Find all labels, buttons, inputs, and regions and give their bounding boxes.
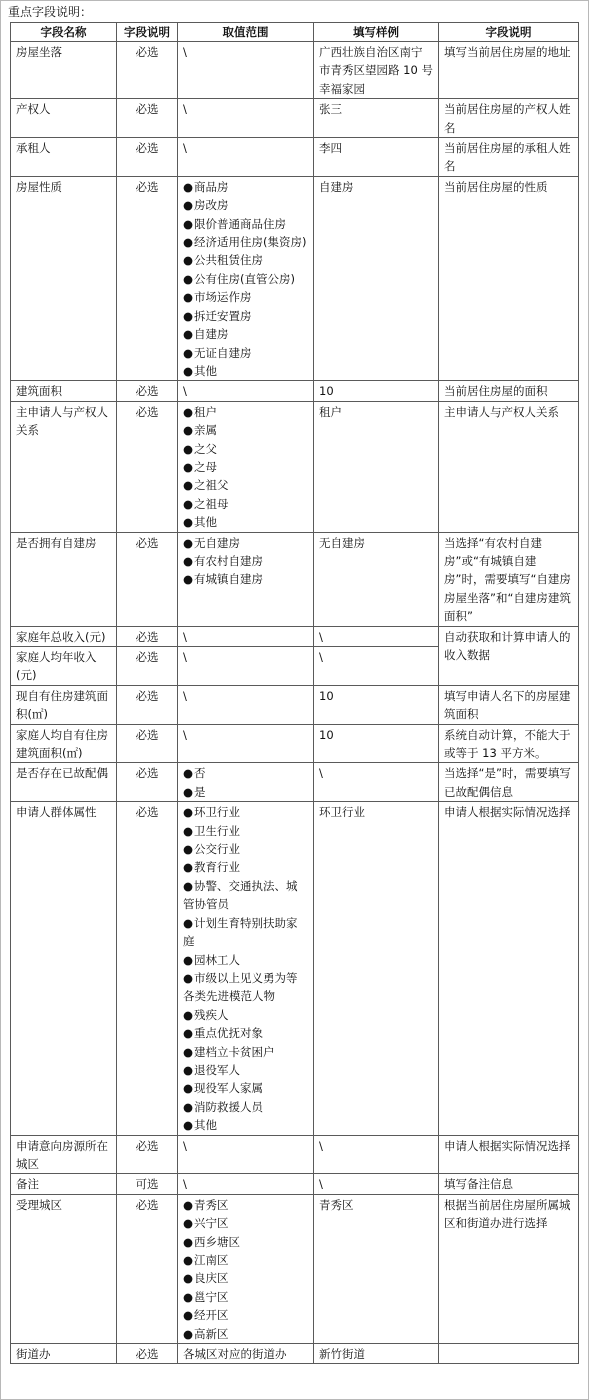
value-range: \ (178, 685, 314, 724)
range-option: ● 园林工人 (183, 951, 308, 969)
field-name: 是否拥有自建房 (11, 532, 117, 626)
value-range (178, 802, 314, 1135)
range-option: ● 其他 (183, 513, 308, 531)
field-description: 填写申请人名下的房屋建筑面积 (439, 685, 579, 724)
range-option: ● 否 (183, 764, 308, 782)
field-requirement: 必选 (117, 763, 178, 802)
range-option: ● 其他 (183, 1116, 308, 1134)
example-value: 张三 (314, 99, 439, 138)
field-requirement: 必选 (117, 626, 178, 646)
range-option: ● 之母 (183, 458, 308, 476)
range-option: ● 残疾人 (183, 1006, 308, 1024)
table-row (11, 138, 579, 177)
field-requirement: 必选 (117, 401, 178, 532)
field-name: 现自有住房建筑面积(㎡) (11, 685, 117, 724)
range-option: ● 卫生行业 (183, 822, 308, 840)
range-option: ● 重点优抚对象 (183, 1024, 308, 1042)
example-value: \ (314, 1135, 439, 1174)
field-name: 房屋坐落 (11, 42, 117, 99)
range-option: ● 公有住房(直管公房) (183, 270, 308, 288)
range-option: ● 邕宁区 (183, 1288, 308, 1306)
range-option: ● 计划生育特别扶助家庭 (183, 914, 308, 951)
field-requirement: 必选 (117, 724, 178, 763)
field-description: 申请人根据实际情况选择 (439, 802, 579, 1135)
value-range: \ (178, 138, 314, 177)
table-row (11, 176, 579, 380)
range-option: ● 退役军人 (183, 1061, 308, 1079)
field-name: 承租人 (11, 138, 117, 177)
range-option: ● 现役军人家属 (183, 1079, 308, 1097)
value-range: \ (178, 1135, 314, 1174)
field-description: 当前居住房屋的产权人姓名 (439, 99, 579, 138)
range-option: ● 环卫行业 (183, 803, 308, 821)
table-header-row (11, 23, 579, 42)
value-range (178, 401, 314, 532)
range-option: ● 亲属 (183, 421, 308, 439)
range-option: ● 市级以上见义勇为等各类先进模范人物 (183, 969, 308, 1006)
field-description (439, 1344, 579, 1364)
field-name: 主申请人与产权人关系 (11, 401, 117, 532)
table-row (11, 42, 579, 99)
value-range (178, 1194, 314, 1343)
example-value: \ (314, 626, 439, 646)
range-option: ● 租户 (183, 403, 308, 421)
field-name: 备注 (11, 1174, 117, 1194)
field-description: 主申请人与产权人关系 (439, 401, 579, 532)
field-requirement: 必选 (117, 99, 178, 138)
value-range: 各城区对应的街道办 (178, 1344, 314, 1364)
table-row (11, 626, 579, 646)
range-option: ● 其他 (183, 362, 308, 380)
value-range: \ (178, 42, 314, 99)
field-name: 家庭年总收入(元) (11, 626, 117, 646)
table-row (11, 381, 579, 401)
range-option: ● 无自建房 (183, 534, 308, 552)
value-range (178, 763, 314, 802)
table-row (11, 1135, 579, 1174)
range-option: ● 经开区 (183, 1306, 308, 1324)
field-name: 受理城区 (11, 1194, 117, 1343)
range-option: ● 拆迁安置房 (183, 307, 308, 325)
field-requirement: 必选 (117, 381, 178, 401)
range-option: ● 有城镇自建房 (183, 570, 308, 588)
table-row (11, 1174, 579, 1194)
field-requirement: 必选 (117, 138, 178, 177)
example-value: 李四 (314, 138, 439, 177)
table-row (11, 532, 579, 626)
example-value: \ (314, 647, 439, 686)
range-option: ● 协警、交通执法、城管协管员 (183, 877, 308, 914)
range-option: ● 西乡塘区 (183, 1233, 308, 1251)
field-requirement: 必选 (117, 1135, 178, 1174)
range-option: ● 无证自建房 (183, 344, 308, 362)
field-requirement: 必选 (117, 685, 178, 724)
field-description: 根据当前居住房屋所属城区和街道办进行选择 (439, 1194, 579, 1343)
range-option: ● 经济适用住房(集资房) (183, 233, 308, 251)
field-name: 产权人 (11, 99, 117, 138)
range-option: ● 是 (183, 783, 308, 801)
field-description: 当选择“是”时，需要填写已故配偶信息 (439, 763, 579, 802)
range-option: ● 良庆区 (183, 1269, 308, 1287)
range-option: ● 限价普通商品住房 (183, 215, 308, 233)
example-value: 新竹街道 (314, 1344, 439, 1364)
range-option: ● 市场运作房 (183, 288, 308, 306)
field-description: 当前居住房屋的面积 (439, 381, 579, 401)
example-value: 无自建房 (314, 532, 439, 626)
table-row (11, 724, 579, 763)
field-requirement: 必选 (117, 42, 178, 99)
range-option: ● 兴宁区 (183, 1214, 308, 1232)
range-option: ● 高新区 (183, 1325, 308, 1343)
field-description: 申请人根据实际情况选择 (439, 1135, 579, 1174)
table-row (11, 1344, 579, 1364)
field-description: 当选择“有农村自建房”或“有城镇自建房”时，需要填写“自建房房屋坐落”和“自建房建筑面积” (439, 532, 579, 626)
value-range: \ (178, 99, 314, 138)
field-requirement: 必选 (117, 802, 178, 1135)
example-value: 广西壮族自治区南宁市青秀区望园路 10 号幸福家园 (314, 42, 439, 99)
field-description: 自动获取和计算申请人的收入数据 (439, 626, 579, 685)
section-caption: 重点字段说明： (8, 5, 93, 19)
header-field-name: 字段名称 (11, 23, 117, 42)
field-requirement: 必选 (117, 647, 178, 686)
table-row (11, 802, 579, 1135)
field-requirement: 必选 (117, 532, 178, 626)
value-range: \ (178, 381, 314, 401)
example-value: 10 (314, 724, 439, 763)
field-description: 当前居住房屋的性质 (439, 176, 579, 380)
value-range: \ (178, 1174, 314, 1194)
example-value: 10 (314, 685, 439, 724)
example-value: 租户 (314, 401, 439, 532)
range-option: ● 消防救援人员 (183, 1098, 308, 1116)
header-field-requirement: 字段说明 (117, 23, 178, 42)
field-name: 街道办 (11, 1344, 117, 1364)
range-option: ● 有农村自建房 (183, 552, 308, 570)
example-value: 10 (314, 381, 439, 401)
field-name: 房屋性质 (11, 176, 117, 380)
field-requirement: 必选 (117, 1194, 178, 1343)
table-row (11, 99, 579, 138)
field-name: 申请人群体属性 (11, 802, 117, 1135)
example-value: \ (314, 763, 439, 802)
field-name: 建筑面积 (11, 381, 117, 401)
field-name: 是否存在已故配偶 (11, 763, 117, 802)
table-row (11, 1194, 579, 1343)
value-range: \ (178, 626, 314, 646)
range-option: ● 公共租赁住房 (183, 251, 308, 269)
field-description: 系统自动计算，不能大于或等于 13 平方米。 (439, 724, 579, 763)
range-option: ● 江南区 (183, 1251, 308, 1269)
value-range (178, 176, 314, 380)
value-range: \ (178, 724, 314, 763)
field-name: 家庭人均年收入(元) (11, 647, 117, 686)
table-row (11, 401, 579, 532)
table-row (11, 763, 579, 802)
field-requirement: 可选 (117, 1174, 178, 1194)
range-option: ● 教育行业 (183, 858, 308, 876)
example-value: \ (314, 1174, 439, 1194)
example-value: 自建房 (314, 176, 439, 380)
header-field-description: 字段说明 (439, 23, 579, 42)
range-option: ● 之父 (183, 440, 308, 458)
header-value-range: 取值范围 (178, 23, 314, 42)
example-value: 环卫行业 (314, 802, 439, 1135)
field-table (10, 22, 579, 1364)
field-description: 当前居住房屋的承租人姓名 (439, 138, 579, 177)
range-option: ● 青秀区 (183, 1196, 308, 1214)
field-name: 申请意向房源所在城区 (11, 1135, 117, 1174)
range-option: ● 自建房 (183, 325, 308, 343)
example-value: 青秀区 (314, 1194, 439, 1343)
field-name: 家庭人均自有住房建筑面积(㎡) (11, 724, 117, 763)
value-range (178, 532, 314, 626)
header-example: 填写样例 (314, 23, 439, 42)
field-description: 填写备注信息 (439, 1174, 579, 1194)
range-option: ● 公交行业 (183, 840, 308, 858)
range-option: ● 之祖父 (183, 476, 308, 494)
field-requirement: 必选 (117, 1344, 178, 1364)
range-option: ● 商品房 (183, 178, 308, 196)
range-option: ● 建档立卡贫困户 (183, 1043, 308, 1061)
range-option: ● 之祖母 (183, 495, 308, 513)
field-description: 填写当前居住房屋的地址 (439, 42, 579, 99)
value-range: \ (178, 647, 314, 686)
range-option: ● 房改房 (183, 196, 308, 214)
field-requirement: 必选 (117, 176, 178, 380)
table-row (11, 685, 579, 724)
